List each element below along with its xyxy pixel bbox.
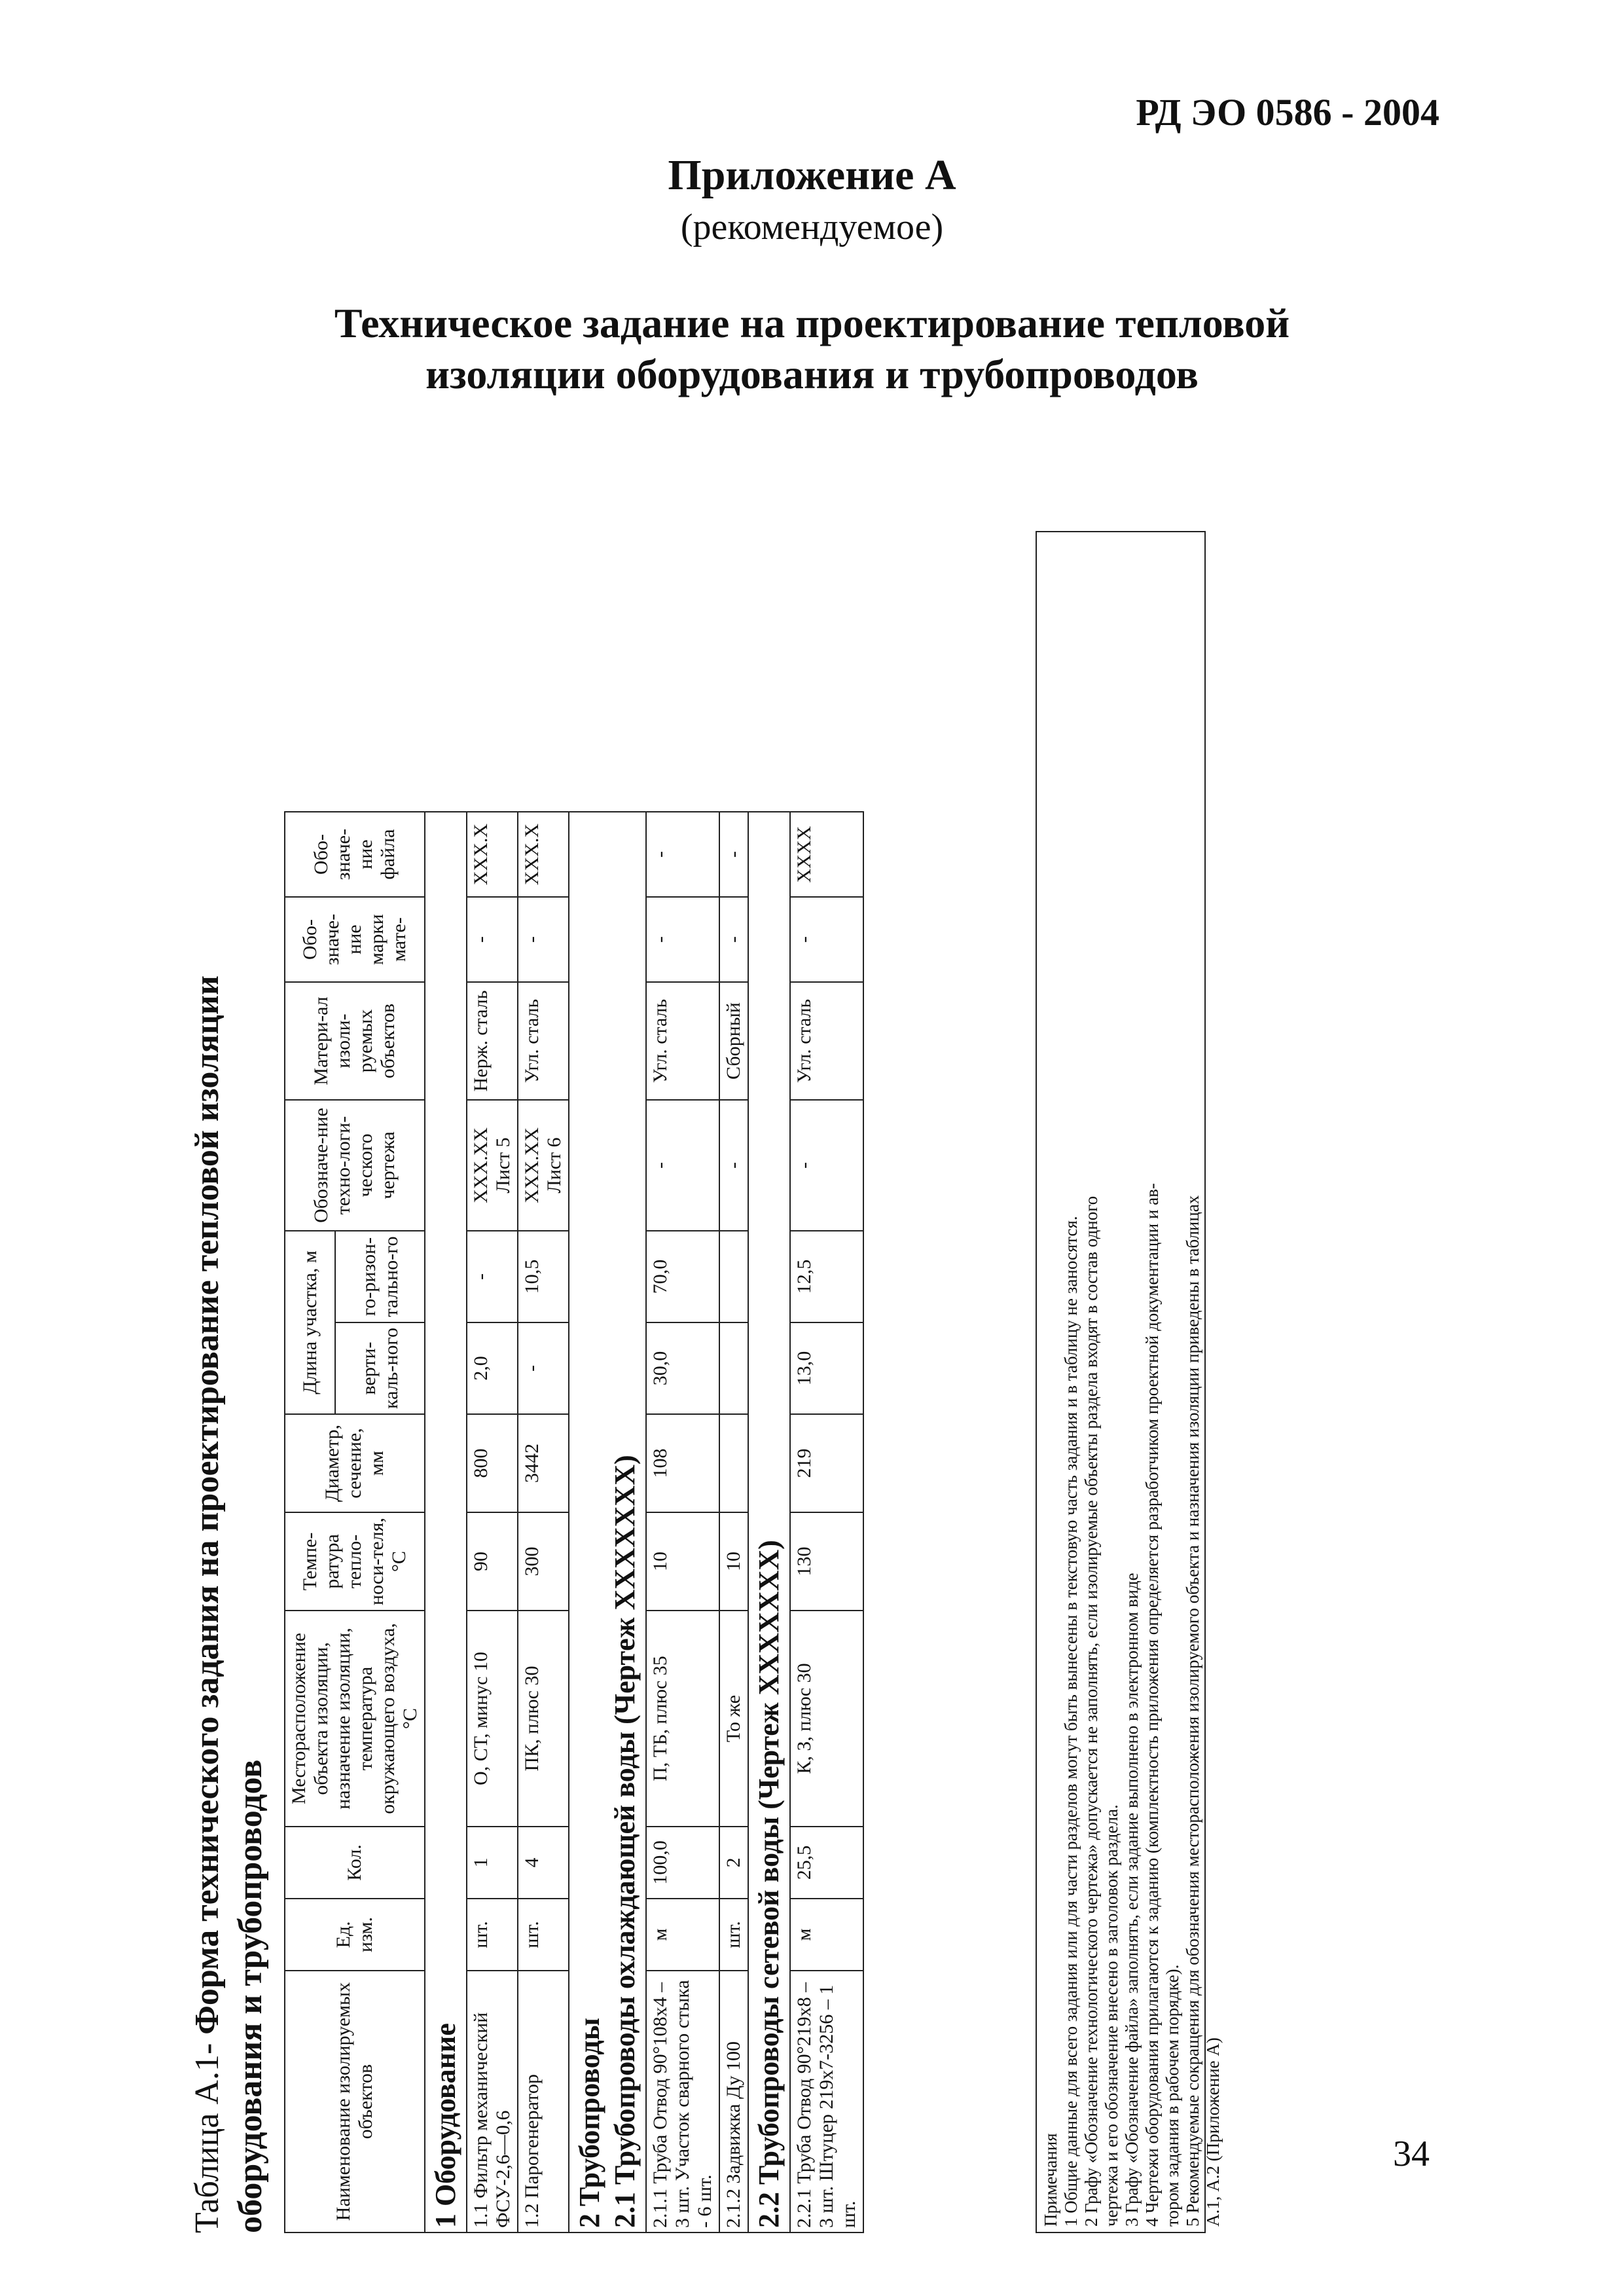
document-number: РД ЭО 0586 - 2004: [1136, 91, 1439, 134]
cell-length-horizontal: 12,5: [790, 1231, 863, 1322]
notes-block: [1036, 531, 1223, 2233]
cell-qty: 100,0: [646, 1827, 719, 1899]
page-number: 34: [1393, 2134, 1430, 2174]
col-header-length-horizontal: го-ризон-тально-го: [335, 1231, 425, 1322]
table-caption-prefix: Таблица А.1-: [189, 2043, 226, 2233]
cell-file: -: [719, 812, 748, 897]
cell-drawing: -: [790, 1100, 863, 1231]
section-equipment: 1 Оборудование: [425, 812, 467, 2232]
cell-temp: 300: [518, 1512, 569, 1611]
notes-title: Примечания: [1041, 2133, 1060, 2227]
cell-drawing: -: [719, 1100, 748, 1231]
cell-file: -: [646, 812, 719, 897]
cell-drawing: ХХХ.ХХ Лист 6: [518, 1100, 569, 1231]
col-header-location: Месторасположение объекта изоляции, назначение изоляции, температура окружающего воздуха, °С: [285, 1611, 425, 1827]
cell-unit: шт.: [467, 1899, 518, 1971]
col-header-name: Наименование изолируемых объектов: [285, 1971, 425, 2232]
cell-length-vertical: 13,0: [790, 1322, 863, 1414]
table-caption: [186, 531, 272, 2233]
cell-location: О, СТ, минус 10: [467, 1611, 518, 1827]
cell-mark: -: [790, 897, 863, 982]
col-header-mark: Обо-значе-ние марки мате-: [285, 897, 425, 982]
table-row: [518, 530, 569, 2232]
table-caption-title: Форма технического задания на проектирование тепловой изоляции: [189, 975, 226, 2043]
note-line: А.1, А.2 (Приложение А): [1203, 2037, 1223, 2227]
section-network-water: 2.2 Трубопроводы сетевой воды (Чертеж ХХХХХХХ): [748, 812, 790, 2232]
col-header-length: Длина участка, м: [285, 1231, 335, 1414]
table-row: [790, 530, 863, 2232]
section-cooling-water-title: 2.1 Трубопроводы охлаждающей воды (Чертеж ХХХХХХХ): [609, 1455, 641, 2228]
cell-location: К, З, плюс 30: [790, 1611, 863, 1827]
cell-name: 2.2.1 Труба Отвод 90°219х8 – 3 шт. Штуцер 219х7-3256 – 1 шт.: [790, 1971, 863, 2232]
cell-temp: 10: [719, 1512, 748, 1611]
cell-diam: 108: [646, 1414, 719, 1512]
cell-material: Угл. сталь: [790, 982, 863, 1100]
appendix-subtitle: (рекомендуемое): [680, 207, 944, 247]
cell-material: Угл. сталь: [518, 982, 569, 1100]
section-pipelines: [569, 812, 646, 2232]
cell-temp: 90: [467, 1512, 518, 1611]
rotated-table-block: [186, 531, 1223, 2233]
cell-mark: -: [518, 897, 569, 982]
cell-drawing: ХХХ.ХХ Лист 5: [467, 1100, 518, 1231]
cell-temp: 10: [646, 1512, 719, 1611]
document-title: [0, 298, 1624, 400]
document-title-line-1: Техническое задание на проектирование тепловой: [334, 300, 1290, 346]
cell-diam: 800: [467, 1414, 518, 1512]
cell-material: Сборный: [719, 982, 748, 1100]
appendix-title: Приложение А: [668, 151, 956, 199]
cell-unit: м: [790, 1899, 863, 1971]
cell-material: Нерж. сталь: [467, 982, 518, 1100]
cell-length-horizontal: -: [467, 1231, 518, 1322]
table-row: [646, 530, 719, 2232]
cell-file: ХХХ.Х: [518, 812, 569, 897]
cell-diam: [719, 1414, 748, 1512]
note-line: 4 Чертежи оборудования прилагаются к заданию (комплектность приложения определяется разработчиком проектной документации и ав-: [1142, 1183, 1162, 2227]
cell-diam: 219: [790, 1414, 863, 1512]
col-header-diam: Диаметр, сечение, мм: [285, 1414, 425, 1512]
cell-length-vertical: -: [518, 1322, 569, 1414]
cell-name: 2.1.2 Задвижка Ду 100: [719, 1971, 748, 2232]
technical-task-table: [284, 530, 864, 2233]
col-header-material: Матери-ал изоли-руемых объектов: [285, 982, 425, 1100]
table-row: [719, 530, 748, 2232]
cell-material: Угл. сталь: [646, 982, 719, 1100]
cell-length-horizontal: [719, 1231, 748, 1322]
cell-length-vertical: [719, 1322, 748, 1414]
note-line: чертежа и его обозначение внесено в заголовок раздела.: [1102, 1804, 1121, 2227]
cell-unit: шт.: [719, 1899, 748, 1971]
col-header-length-vertical: верти-каль-ного: [335, 1322, 425, 1414]
col-header-qty: Кол.: [285, 1827, 425, 1899]
cell-length-horizontal: 10,5: [518, 1231, 569, 1322]
cell-location: ПК, плюс 30: [518, 1611, 569, 1827]
table-row: [467, 530, 518, 2232]
col-header-drawing: Обозначе-ние техно-логи-ческого чертежа: [285, 1100, 425, 1231]
section-pipelines-title: 2 Трубопроводы: [573, 2018, 605, 2228]
cell-length-horizontal: 70,0: [646, 1231, 719, 1322]
cell-location: То же: [719, 1611, 748, 1827]
cell-mark: -: [719, 897, 748, 982]
cell-name: 1.1 Фильтр механический ФСУ-2,6—0,6: [467, 1971, 518, 2232]
note-line: 3 Графу «Обозначение файла» заполнять, если задание выполнено в электронном виде: [1122, 1573, 1142, 2227]
note-line: 2 Графу «Обозначение технологического чертежа» допускается не заполнять, если изолируемые объекты раздела входят в состав одного: [1081, 1195, 1101, 2227]
col-header-unit: Ед. изм.: [285, 1899, 425, 1971]
cell-name: 1.2 Парогенератор: [518, 1971, 569, 2232]
cell-length-vertical: 30,0: [646, 1322, 719, 1414]
note-line: тором задания в рабочем порядке).: [1163, 1964, 1182, 2227]
col-header-temp: Темпе-ратура тепло-носи-теля, °С: [285, 1512, 425, 1611]
note-line: 1 Общие данные для всего задания или для части разделов могут быть вынесены в текстовую часть задания и в таблицу не заносятся.: [1061, 1216, 1081, 2227]
cell-qty: 25,5: [790, 1827, 863, 1899]
cell-unit: м: [646, 1899, 719, 1971]
cell-diam: 3442: [518, 1414, 569, 1512]
document-title-line-2: изоляции оборудования и трубопроводов: [425, 351, 1199, 397]
table-caption-line-2: оборудования и трубопроводов: [232, 1759, 269, 2233]
cell-temp: 130: [790, 1512, 863, 1611]
cell-location: П, ТБ, плюс 35: [646, 1611, 719, 1827]
cell-qty: 4: [518, 1827, 569, 1899]
col-header-file: Обо-значе-ние файла: [285, 812, 425, 897]
cell-qty: 2: [719, 1827, 748, 1899]
cell-unit: шт.: [518, 1899, 569, 1971]
cell-file: ХХХ.Х: [467, 812, 518, 897]
col-header-blank: [285, 530, 425, 812]
cell-drawing: -: [646, 1100, 719, 1231]
cell-mark: -: [646, 897, 719, 982]
cell-name: 2.1.1 Труба Отвод 90°108х4 – 3 шт. Участок сварного стыка - 6 шт.: [646, 1971, 719, 2232]
cell-mark: -: [467, 897, 518, 982]
cell-file: ХХХХ: [790, 812, 863, 897]
cell-qty: 1: [467, 1827, 518, 1899]
cell-length-vertical: 2,0: [467, 1322, 518, 1414]
note-line: 5 Рекомендуемые сокращения для обозначения месторасположения изолируемого объекта и назначения изоляции приведены в таблицах: [1183, 1195, 1202, 2227]
